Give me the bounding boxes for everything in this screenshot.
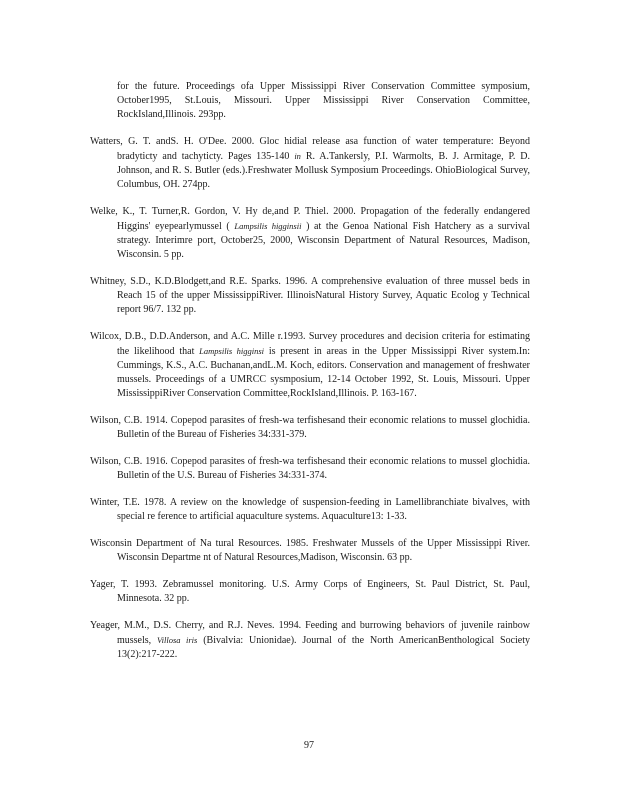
reference-text: ) at the Genoa National Fish Hatchery as a survival strategy. Interimre port, October25, 2000, Wisconsin Department of Natural Resources, Madison, Wisconsin. 5 pp. [117,221,530,260]
reference-text: Wilson, C.B. 1914. Copepod parasites of fresh-wa terfishesand their economic relations to mussel glochidia. Bulletin of the Bureau of Fisheries 34:331-379. [90,415,530,440]
reference-entry [90,275,530,317]
reference-text: (Bivalvia: Unionidae). Journal of the North AmericanBenthological Society 13(2):217-222. [117,635,531,660]
reference-list [90,80,530,675]
reference-text: Watters, G. T. andS. H. O'Dee. 2000. Gloc hidial release asa function of water temperature: Beyond bradyticty and tachyticty. Pages 135-140 [90,136,530,162]
reference-entry [90,330,530,401]
reference-entry [90,496,530,524]
reference-text: Wilson, C.B. 1916. Copepod parasites of fresh-wa terfishesand their economic relations to mussel glochidia. Bulletin of the U.S. Bureau of Fisheries 34:331-374. [90,456,530,481]
reference-entry [90,537,530,565]
reference-continuation [90,80,530,122]
reference-text: Wisconsin Department of Na tural Resources. 1985. Freshwater Mussels of the Upper Mississippi River. Wisconsin Departme nt of Natural Resources,Madison, Wisconsin. 63 pp. [90,538,530,563]
reference-entry [90,578,530,606]
italic-text: Villosa iris [157,635,198,645]
italic-text: Lampsilis higginsii [234,221,302,231]
reference-text: Whitney, S.D., K.D.Blodgett,and R.E. Sparks. 1996. A comprehensive evaluation of three mussel beds in Reach 15 of the upper MississippiRiver. IllinoisNatural History Survey, Aquatic Ecolog y Technical report 96/7. 132 pp. [90,276,530,315]
reference-text: Welke, K., T. Turner,R. Gordon, V. Hy de,and P. Thiel. 2000. Propagation of the federally endangered Higgins' eyepearlymussel ( [90,206,530,232]
reference-text: for the future. Proceedings ofa Upper Mississippi River Conservation Committee symposium, October1995, St.Louis, Missouri. Upper Mississippi River Conservation Committee, RockIsland,Illinois. 293pp. [117,81,530,120]
reference-text: Yager, T. 1993. Zebramussel monitoring. U.S. Army Corps of Engineers, St. Paul District, St. Paul, Minnesota. 32 pp. [90,579,530,604]
reference-entry [90,619,530,662]
reference-text: is present in areas in the Upper Mississippi River system.In: Cummings, K.S., A.C. Buchanan,andL.M. Koch, editors. Conservation and management of freshwater mussels. Proceedings of a UMRCC sysmposium, 12-14 October 1992, St. Louis, Missouri. Upper MississippiRiver Conservation Committee,RockIsland,Illinois. P. 163-167. [117,346,531,399]
reference-text: R. A.Tankersly, P.I. Warmolts, B. J. Armitage, P. D. Johnson, and R. S. Butler (eds.).Freshwater Mollusk Symposium Proceedings. OhioBiological Survey, Columbus, OH. 274pp. [117,151,530,190]
reference-entry [90,455,530,483]
reference-text: Yeager, M.M., D.S. Cherry, and R.J. Neves. 1994. Feeding and burrowing behaviors of juvenile rainbow mussels, [90,620,530,646]
page-number: 97 [304,740,314,751]
reference-entry [90,205,530,262]
italic-text: in [294,151,301,161]
reference-text: Wilcox, D.B., D.D.Anderson, and A.C. Mille r.1993. Survey procedures and decision criteria for estimating the likelihood that [90,331,530,357]
reference-text: Winter, T.E. 1978. A review on the knowledge of suspension-feeding in Lamellibranchiate bivalves, with special re ference to artificial aquaculture systems. Aquaculture13: 1-33. [90,497,530,522]
italic-text: Lampsilis higginsi [199,346,265,356]
reference-entry [90,414,530,442]
reference-entry [90,135,530,192]
